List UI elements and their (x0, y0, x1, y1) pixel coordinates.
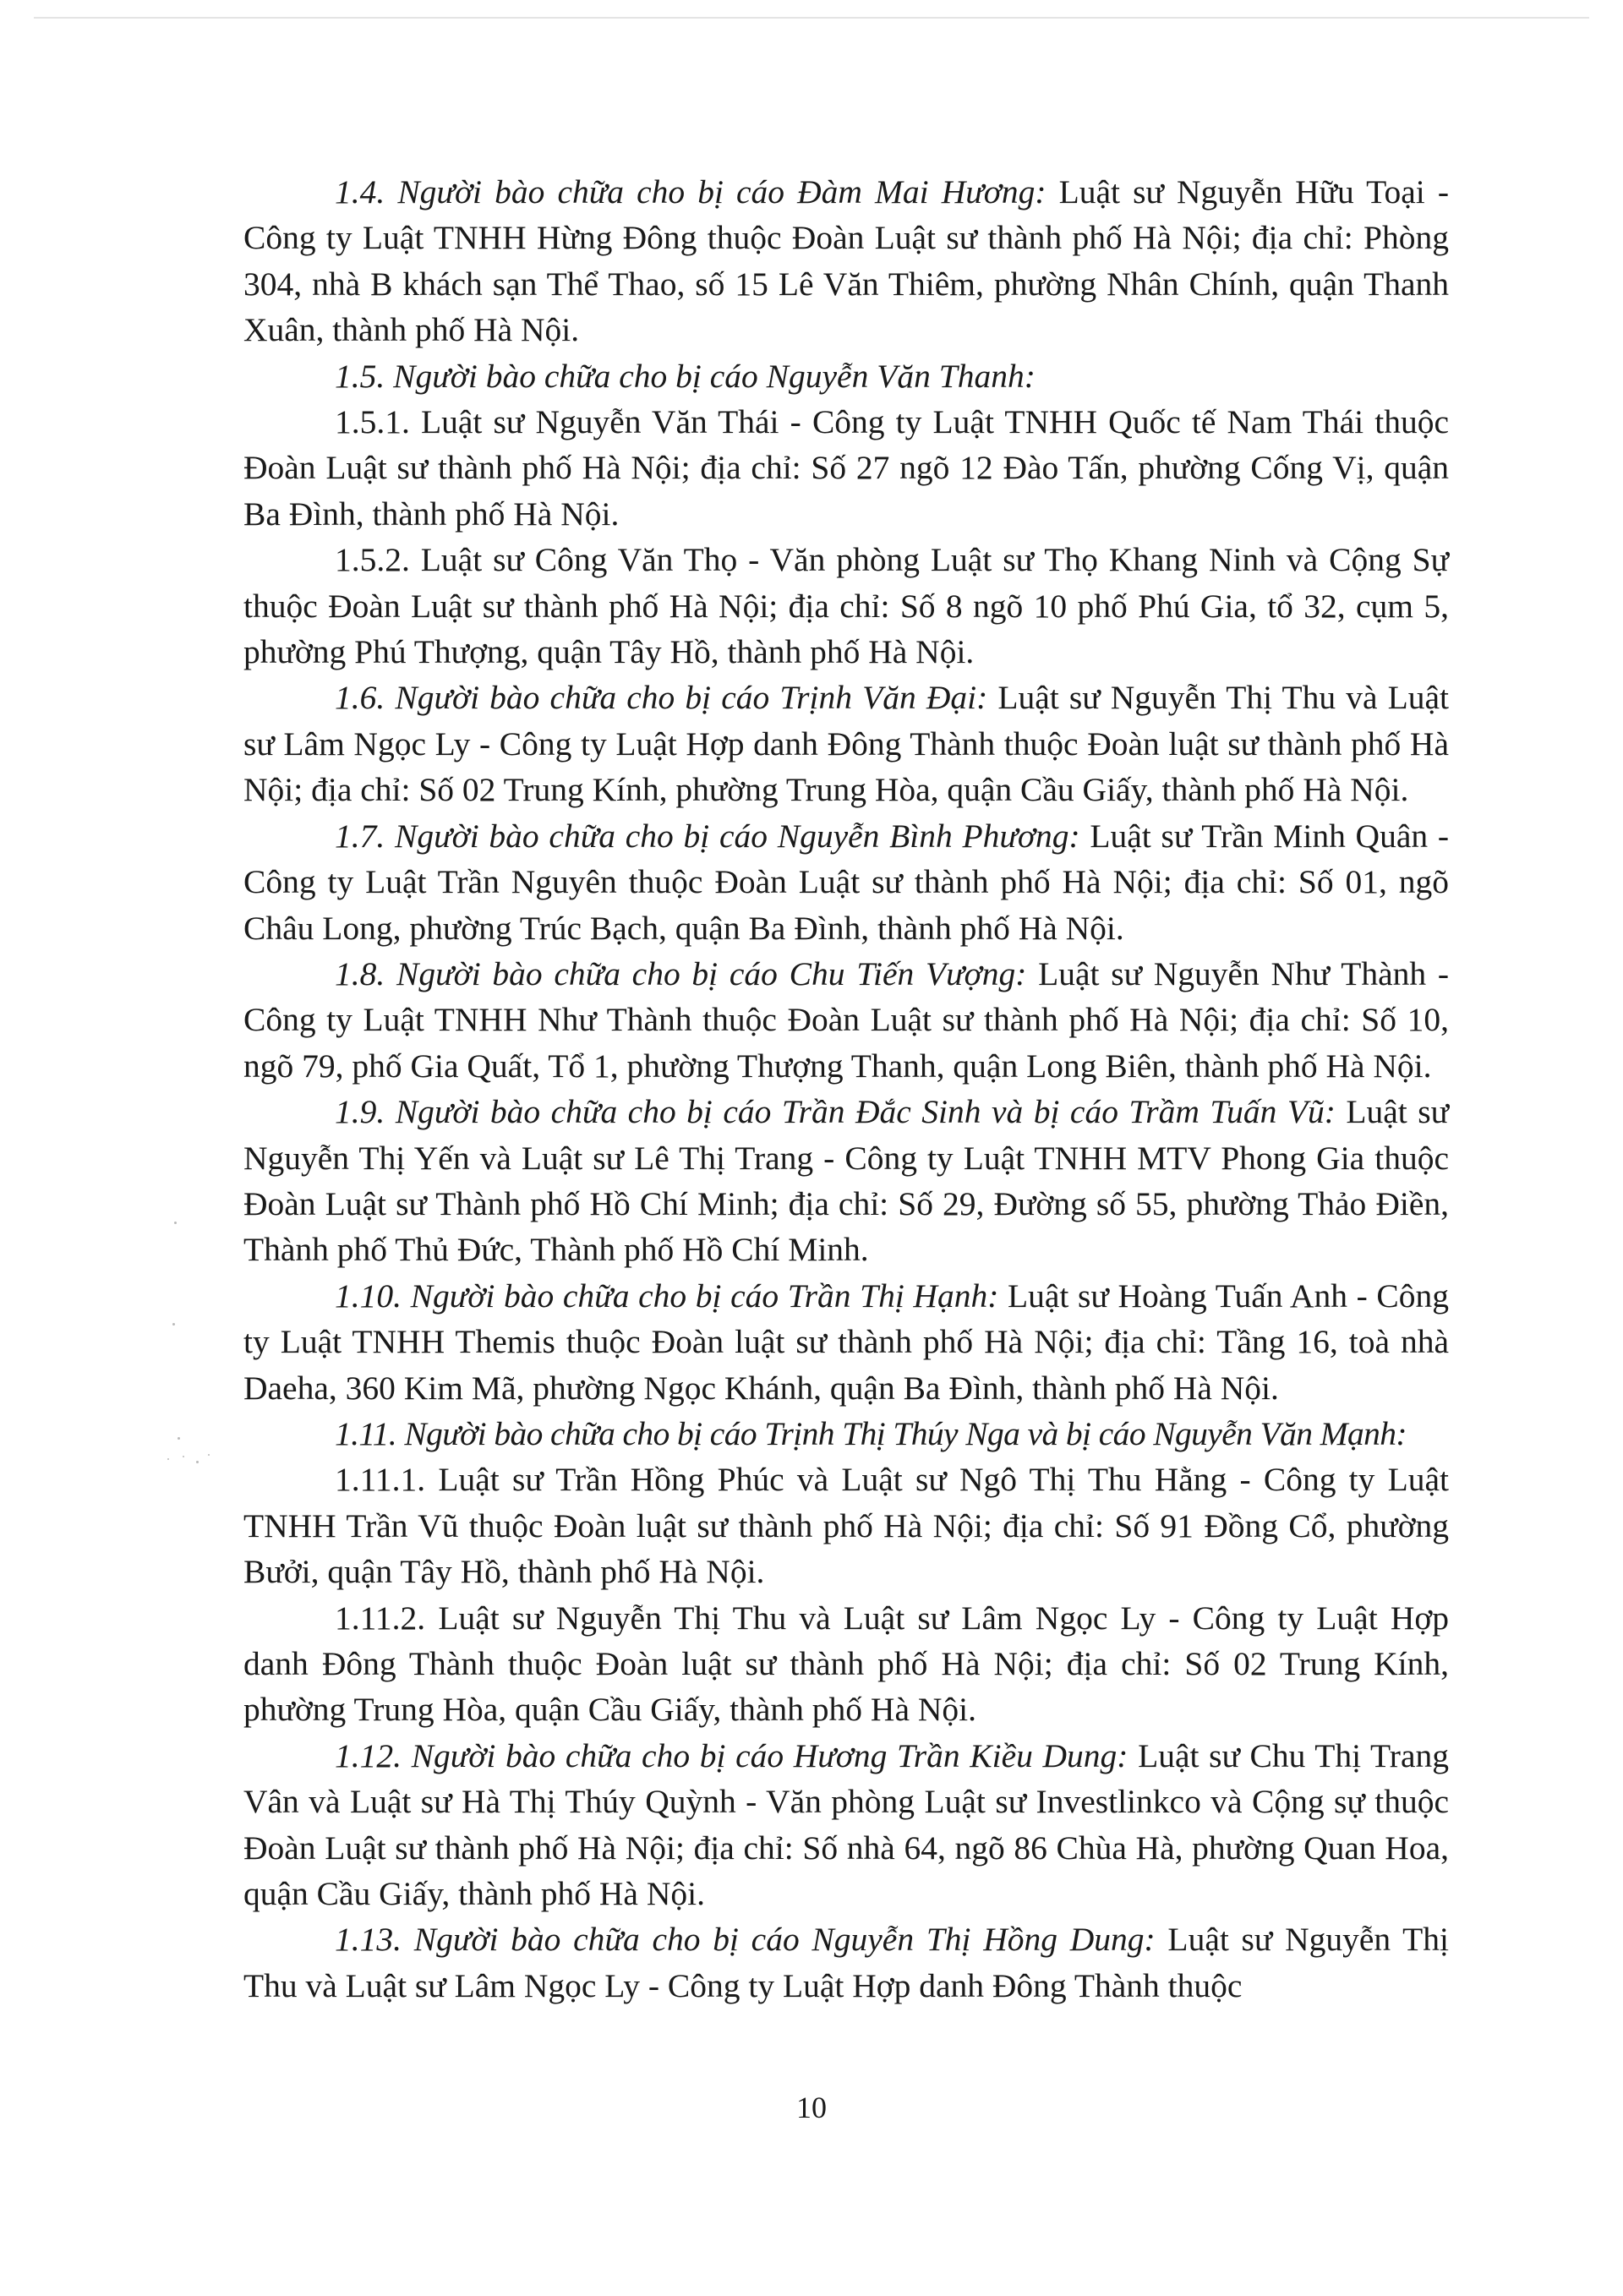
paragraph-text: Luật sư Nguyễn Thị Thu và Luật sư Lâm Ngọc Ly - Công ty Luật Hợp danh Đông Thành thuộc (243, 1921, 1449, 2004)
paragraph-label: 1.6. Người bào chữa cho bị cáo Trịnh Văn Đại: (335, 679, 988, 717)
paragraph-text: Luật sư Nguyễn Như Thành - Công ty Luật TNHH Như Thành thuộc Đoàn Luật sư thành phố Hà Nội; địa chỉ: Số 10, ngõ 79, phố Gia Quất, Tổ 1, phường Thượng Thanh, quận Long Biên, thành phố Hà Nội. (243, 954, 1449, 1085)
paragraph-1-8 (243, 951, 1449, 1089)
paragraph-1-5 (243, 353, 1449, 399)
paragraph-1-9 (243, 1089, 1449, 1273)
paragraph-1-5-2 (243, 537, 1449, 675)
scan-speck (178, 1437, 180, 1440)
paragraph-label: 1.8. Người bào chữa cho bị cáo Chu Tiến Vượng: (335, 954, 1027, 992)
paragraph-label: 1.7. Người bào chữa cho bị cáo Nguyễn Bình Phương: (335, 817, 1080, 855)
paragraph-text: 1.5.1. Luật sư Nguyễn Văn Thái - Công ty Luật TNHH Quốc tế Nam Thái thuộc Đoàn Luật sư thành phố Hà Nội; địa chỉ: Số 27 ngõ 12 Đào Tấn, phường Cống Vị, quận Ba Đình, thành phố Hà Nội. (243, 403, 1449, 533)
paragraph-1-10 (243, 1273, 1449, 1411)
scan-speck (174, 1222, 177, 1224)
paragraph-label: 1.4. Người bào chữa cho bị cáo Đàm Mai Hương: (335, 173, 1046, 210)
paragraph-1-5-1 (243, 399, 1449, 537)
paragraph-text: 1.5.2. Luật sư Công Văn Thọ - Văn phòng Luật sư Thọ Khang Ninh và Cộng Sự thuộc Đoàn Luật sư thành phố Hà Nội; địa chỉ: Số 8 ngõ 10 phố Phú Gia, tổ 32, cụm 5, phường Phú Thượng, quận Tây Hồ, thành phố Hà Nội. (243, 541, 1449, 671)
paragraph-1-7 (243, 813, 1449, 951)
paragraph-1-11-1 (243, 1457, 1449, 1594)
document-body (243, 169, 1449, 2009)
paragraph-text: 1.11.1. Luật sư Trần Hồng Phúc và Luật sư Ngô Thị Thu Hằng - Công ty Luật TNHH Trần Vũ thuộc Đoàn luật sư thành phố Hà Nội; địa chỉ: Số 91 Đồng Cổ, phường Bưởi, quận Tây Hồ, thành phố Hà Nội. (243, 1461, 1449, 1591)
paragraph-text: 1.11.2. Luật sư Nguyễn Thị Thu và Luật sư Lâm Ngọc Ly - Công ty Luật Hợp danh Đông Thành thuộc Đoàn luật sư thành phố Hà Nội; địa chỉ: Số 02 Trung Kính, phường Trung Hòa, quận Cầu Giấy, thành phố Hà Nội. (243, 1599, 1449, 1729)
scan-speck (183, 1456, 184, 1457)
scan-speck (167, 1458, 169, 1460)
paragraph-1-6 (243, 675, 1449, 812)
paragraph-text: Luật sư Nguyễn Thị Yến và Luật sư Lê Thị Trang - Công ty Luật TNHH MTV Phong Gia thuộc Đoàn Luật sư Thành phố Hồ Chí Minh; địa chỉ: Số 29, Đường số 55, phường Thảo Điền, Thành phố Thủ Đức, Thành phố Hồ Chí Minh. (243, 1093, 1450, 1269)
paragraph-1-11 (243, 1411, 1449, 1457)
paragraph-text: Luật sư Trần Minh Quân - Công ty Luật Trần Nguyên thuộc Đoàn Luật sư thành phố Hà Nội; địa chỉ: Số 01, ngõ Châu Long, phường Trúc Bạch, quận Ba Đình, thành phố Hà Nội. (243, 817, 1450, 947)
scan-speck (172, 1323, 175, 1326)
page-number: 10 (796, 2091, 827, 2124)
paragraph-text: Luật sư Nguyễn Thị Thu và Luật sư Lâm Ngọc Ly - Công ty Luật Hợp danh Đông Thành thuộc Đoàn luật sư thành phố Hà Nội; địa chỉ: Số 02 Trung Kính, phường Trung Hòa, quận Cầu Giấy, thành phố Hà Nội. (243, 679, 1449, 809)
paragraph-label: 1.5. Người bào chữa cho bị cáo Nguyễn Văn Thanh: (335, 357, 1036, 395)
paragraph-label: 1.10. Người bào chữa cho bị cáo Trần Thị Hạnh: (335, 1276, 999, 1315)
paragraph-1-11-2 (243, 1595, 1449, 1733)
scan-speck (208, 1454, 210, 1456)
paragraph-1-12 (243, 1733, 1449, 1917)
paragraph-text: Luật sư Nguyễn Hữu Toại - Công ty Luật TNHH Hừng Đông thuộc Đoàn Luật sư thành phố Hà Nội; địa chỉ: Phòng 304, nhà B khách sạn Thể Thao, số 15 Lê Văn Thiêm, phường Nhân Chính, quận Thanh Xuân, thành phố Hà Nội. (243, 173, 1449, 349)
paragraph-label: 1.11. Người bào chữa cho bị cáo Trịnh Thị Thúy Nga và bị cáo Nguyễn Văn Mạnh: (335, 1414, 1407, 1452)
paragraph-label: 1.12. Người bào chữa cho bị cáo Hương Trần Kiều Dung: (335, 1736, 1128, 1774)
paragraph-1-4 (243, 169, 1449, 353)
scan-speck (196, 1461, 199, 1463)
paragraph-text: Luật sư Hoàng Tuấn Anh - Công ty Luật TNHH Themis thuộc Đoàn luật sư thành phố Hà Nội; địa chỉ: Tầng 16, toà nhà Daeha, 360 Kim Mã, phường Ngọc Khánh, quận Ba Đình, thành phố Hà Nội. (243, 1276, 1449, 1407)
paragraph-label: 1.13. Người bào chữa cho bị cáo Nguyễn Thị Hồng Dung: (335, 1921, 1156, 1959)
paragraph-label: 1.9. Người bào chữa cho bị cáo Trần Đắc Sinh và bị cáo Trầm Tuấn Vũ: (335, 1093, 1336, 1131)
paragraph-text: Luật sư Chu Thị Trang Vân và Luật sư Hà Thị Thúy Quỳnh - Văn phòng Luật sư Investlinkco và Cộng sự thuộc Đoàn Luật sư thành phố Hà Nội; địa chỉ: Số nhà 64, ngõ 86 Chùa Hà, phường Quan Hoa, quận Cầu Giấy, thành phố Hà Nội. (243, 1736, 1449, 1913)
page-top-edge (34, 17, 1589, 19)
paragraph-1-13 (243, 1916, 1449, 2009)
